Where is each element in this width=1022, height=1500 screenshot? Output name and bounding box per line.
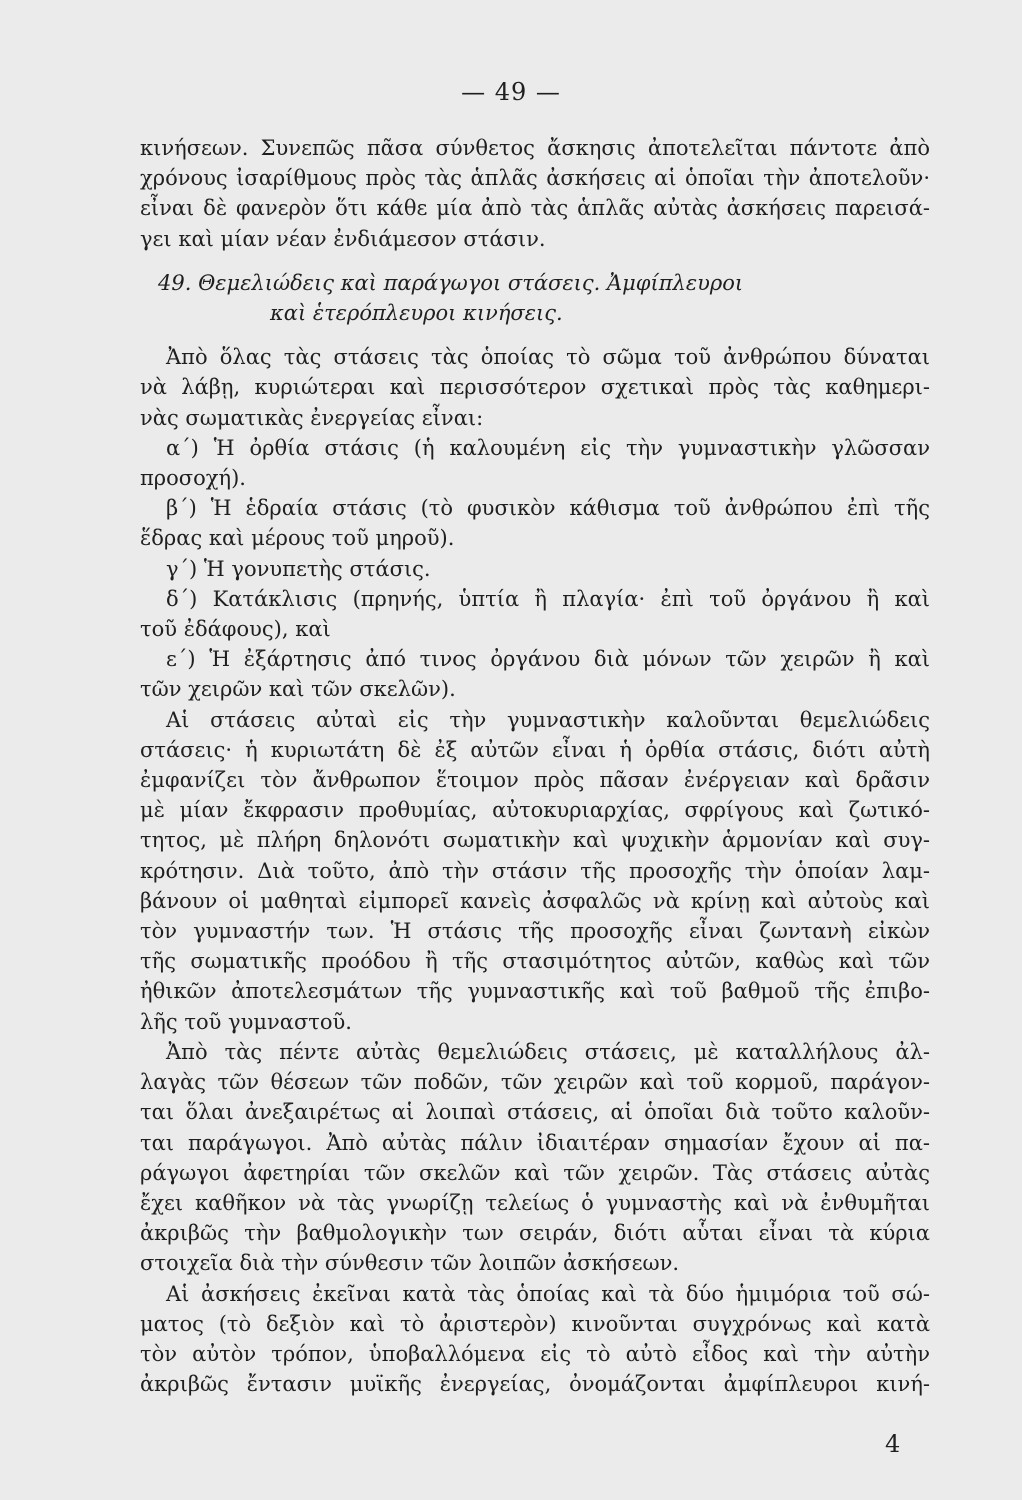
text-line: τὸν αὐτὸν τρόπον, ὑποβαλλόμενα εἰς τὸ αὐτὸ εἶδος καὶ τὴν αὐτὴν	[140, 1341, 930, 1366]
text-line: λαγὰς τῶν θέσεων τῶν ποδῶν, τῶν χειρῶν καὶ τοῦ κορμοῦ, παράγον-	[140, 1070, 930, 1095]
text-line: Αἱ στάσεις αὐταὶ εἰς τὴν γυμναστικὴν καλοῦνται θεμελιώδεις	[166, 707, 930, 732]
text-line: ἀκριβῶς τὴν βαθμολογικὴν των σειράν, διότι αὗται εἶναι τὰ κύρια	[140, 1221, 930, 1246]
text-line: εἶναι δὲ φανερὸν ὅτι κάθε μία ἀπὸ τὰς ἁπλᾶς αὐτὰς ἀσκήσεις παρεισά-	[140, 196, 930, 221]
text-line: ἀκριβῶς ἔντασιν μυϊκῆς ἐνεργείας, ὀνομάζονται ἀμφίπλευροι κινή-	[140, 1372, 930, 1397]
text-line: ράγωγοι ἀφετηρίαι τῶν σκελῶν καὶ τῶν χειρῶν. Τὰς στάσεις αὐτὰς	[140, 1160, 930, 1185]
page-number: — 49 —	[461, 78, 561, 106]
text-line: γει καὶ μίαν νέαν ἐνδιάμεσον στάσιν.	[140, 226, 546, 251]
text-line: Ἀπὸ τὰς πέντε αὐτὰς θεμελιώδεις στάσεις, μὲ καταλλήλους ἀλ-	[166, 1039, 930, 1064]
text-line: λῆς τοῦ γυμναστοῦ.	[140, 1009, 352, 1034]
list-item: δ΄) Κατάκλισις (πρηνής, ὑπτία ἢ πλαγία· ἐπὶ τοῦ ὀργάνου ἢ καὶ	[166, 586, 930, 611]
text-line: στάσεις· ἡ κυριωτάτη δὲ ἐξ αὐτῶν εἶναι ἡ ὀρθία στάσις, διότι αὐτὴ	[140, 737, 930, 762]
list-item: β΄) Ἡ ἑδραία στάσις (τὸ φυσικὸν κάθισμα τοῦ ἀνθρώπου ἐπὶ τῆς	[166, 496, 930, 521]
text-line: τοῦ ἐδάφους), καὶ	[140, 617, 331, 642]
text-line: μὲ μίαν ἔκφρασιν προθυμίας, αὐτοκυριαρχίας, σφρίγους καὶ ζωτικό-	[140, 798, 930, 823]
text-line: ται παράγωγοι. Ἀπὸ αὐτὰς πάλιν ἰδιαιτέραν σημασίαν ἔχουν αἱ πα-	[140, 1130, 930, 1155]
text-line: ἐμφανίζει τὸν ἄνθρωπον ἕτοιμον πρὸς πᾶσαν ἐνέργειαν καὶ δρᾶσιν	[140, 768, 930, 793]
text-line: νὰς σωματικὰς ἐνεργείας εἶναι:	[140, 405, 484, 430]
text-line: Ἀπὸ ὅλας τὰς στάσεις τὰς ὁποίας τὸ σῶμα τοῦ ἀνθρώπου δύναται	[166, 345, 930, 370]
text-line: στοιχεῖα διὰ τὴν σύνθεσιν τῶν λοιπῶν ἀσκήσεων.	[140, 1251, 680, 1276]
text-line: ἔχει καθῆκον νὰ τὰς γνωρίζῃ τελείως ὁ γυμναστὴς καὶ νὰ ἐνθυμῆται	[140, 1190, 930, 1215]
text-line: ἕδρας καὶ μέρους τοῦ μηροῦ).	[140, 526, 455, 551]
text-line: κινήσεων. Συνεπῶς πᾶσα σύνθετος ἄσκησις ἀποτελεῖται πάντοτε ἀπὸ	[140, 136, 930, 160]
text-line: προσοχή).	[140, 466, 246, 491]
section-heading: καὶ ἑτερόπλευροι κινήσεις.	[270, 301, 563, 326]
text-line: τητος, μὲ πλήρη δηλονότι σωματικὴν καὶ ψυχικὴν ἁρμονίαν καὶ συγ-	[140, 828, 930, 853]
text-line: ματος (τὸ δεξιὸν καὶ τὸ ἀριστερὸν) κινοῦνται συγχρόνως καὶ κατὰ	[140, 1311, 930, 1336]
body-text	[140, 133, 930, 1399]
text-line: ἠθικῶν ἀποτελεσμάτων τῆς γυμναστικῆς καὶ τοῦ βαθμοῦ τῆς ἐπιβο-	[140, 979, 930, 1004]
text-line: χρόνους ἰσαρίθμους πρὸς τὰς ἁπλᾶς ἀσκήσεις αἱ ὁποῖαι τὴν ἀποτελοῦν·	[140, 166, 930, 191]
text-line: νὰ λάβῃ, κυριώτεραι καὶ περισσότερον σχετικαὶ πρὸς τὰς καθημερι-	[140, 375, 930, 400]
section-heading: 49. Θεμελιώδεις καὶ παράγωγοι στάσεις. Ἀμφίπλευροι	[158, 270, 744, 295]
text-line: ται ὅλαι ἀνεξαιρέτως αἱ λοιπαὶ στάσεις, αἱ ὁποῖαι διὰ τοῦτο καλοῦν-	[140, 1100, 930, 1125]
printer-signature-mark: 4	[885, 1430, 901, 1458]
text-line: τῆς σωματικῆς προόδου ἢ τῆς στασιμότητος αὐτῶν, καθὼς καὶ τῶν	[140, 949, 930, 974]
text-line: κρότησιν. Διὰ τοῦτο, ἀπὸ τὴν στάσιν τῆς προσοχῆς τὴν ὁποίαν λαμ-	[140, 858, 930, 883]
list-item: ε΄) Ἡ ἐξάρτησις ἀπό τινος ὀργάνου διὰ μόνων τῶν χειρῶν ἢ καὶ	[166, 647, 930, 672]
list-item: α΄) Ἡ ὀρθία στάσις (ἡ καλουμένη εἰς τὴν γυμναστικὴν γλῶσσαν	[166, 435, 930, 460]
list-item: γ΄) Ἡ γονυπετὴς στάσις.	[166, 556, 431, 581]
text-line: Αἱ ἀσκήσεις ἐκεῖναι κατὰ τὰς ὁποίας καὶ τὰ δύο ἡμιμόρια τοῦ σώ-	[166, 1281, 930, 1306]
text-line: τὸν γυμναστήν των. Ἡ στάσις τῆς προσοχῆς εἶναι ζωντανὴ εἰκὼν	[140, 919, 930, 944]
text-line: βάνουν οἱ μαθηταὶ εἰμπορεῖ κανεὶς ἀσφαλῶς νὰ κρίνῃ καὶ αὐτοὺς καὶ	[140, 888, 930, 913]
text-line: τῶν χειρῶν καὶ τῶν σκελῶν).	[140, 677, 456, 702]
